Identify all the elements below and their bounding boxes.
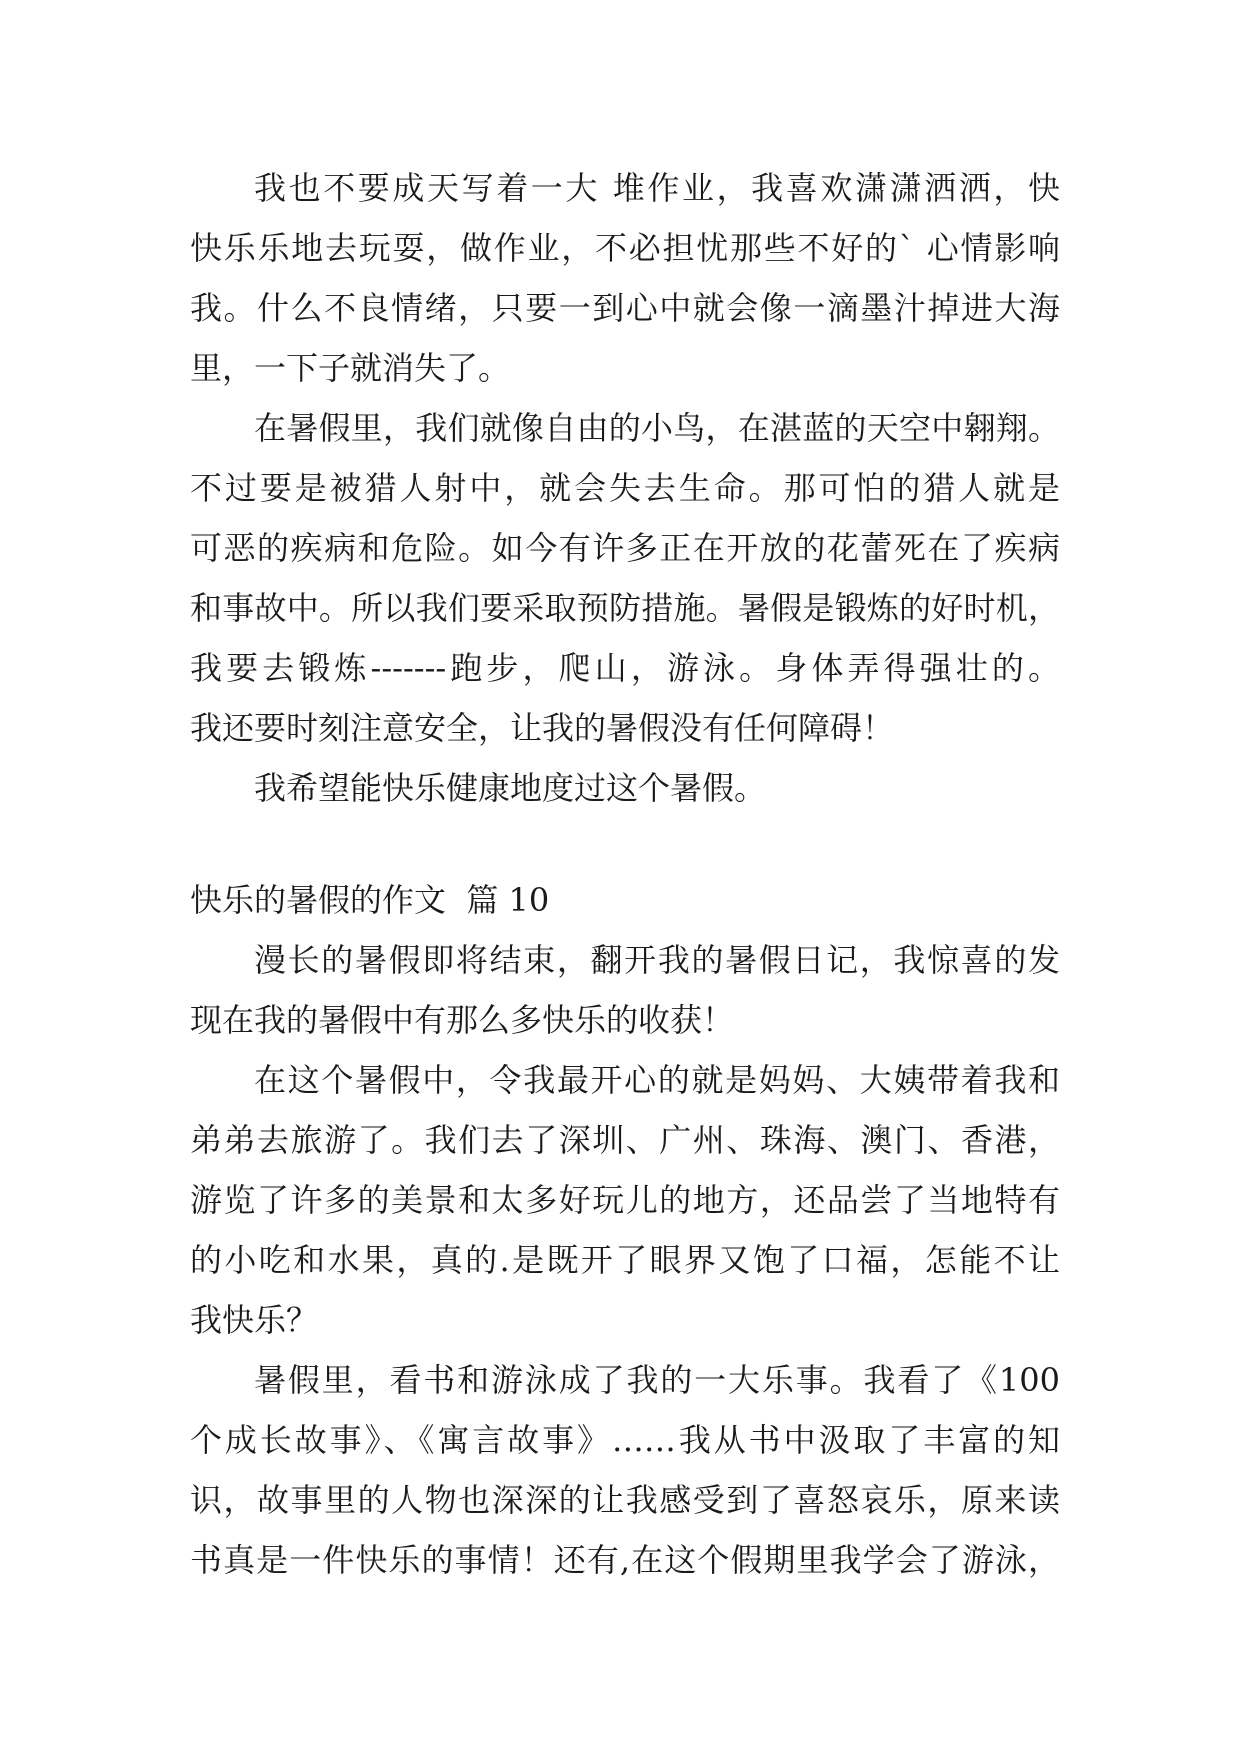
text-line: 我希望能快乐健康地度过这个暑假。 xyxy=(254,769,767,807)
text-line: 的小吃和水果，真的.是既开了眼界又饱了口福，怎能不让 xyxy=(190,1241,1060,1279)
text-line: 弟弟去旅游了。我们去了深圳、广州、珠海、澳门、香港， xyxy=(190,1121,1060,1159)
text-line: 我也不要成天写着一大 堆作业，我喜欢潇潇洒洒，快 xyxy=(254,169,1060,207)
text-line: 在暑假里，我们就像自由的小鸟，在湛蓝的天空中翱翔。 xyxy=(254,409,1060,447)
text-line: 识，故事里的人物也深深的让我感受到了喜怒哀乐，原来读 xyxy=(190,1481,1060,1519)
text-line: 漫长的暑假即将结束，翻开我的暑假日记，我惊喜的发 xyxy=(254,941,1060,979)
paragraph xyxy=(190,1350,1060,1590)
paragraph xyxy=(190,158,1060,398)
text-line: 暑假里，看书和游泳成了我的一大乐事。我看了《100 xyxy=(254,1361,1060,1399)
document-body xyxy=(190,158,1060,1590)
text-line: 里，一下子就消失了。 xyxy=(190,349,511,387)
text-line: 和事故中。所以我们要采取预防措施。暑假是锻炼的好时机， xyxy=(190,589,1060,627)
text-line: 我还要时刻注意安全，让我的暑假没有任何障碍！ xyxy=(190,709,895,747)
text-line: 快乐乐地去玩耍，做作业，不必担忧那些不好的` 心情影响 xyxy=(190,229,1060,267)
text-line: 现在我的暑假中有那么多快乐的收获！ xyxy=(190,1001,735,1039)
text-line: 我要去锻炼-------跑步，爬山，游泳。身体弄得强壮的。 xyxy=(190,649,1060,687)
text-line: 我。什么不良情绪，只要一到心中就会像一滴墨汁掉进大海 xyxy=(190,289,1060,327)
text-line: 个成长故事》、《寓言故事》……我从书中汲取了丰富的知 xyxy=(190,1421,1060,1459)
paragraph xyxy=(190,930,1060,1050)
paragraph xyxy=(190,398,1060,758)
text-line: 书真是一件快乐的事情！还有,在这个假期里我学会了游泳， xyxy=(190,1541,1060,1579)
text-line: 在这个暑假中，令我最开心的就是妈妈、大姨带着我和 xyxy=(254,1061,1060,1099)
text-line: 可恶的疾病和危险。如今有许多正在开放的花蕾死在了疾病 xyxy=(190,529,1060,567)
text-line: 不过要是被猎人射中，就会失去生命。那可怕的猎人就是 xyxy=(190,469,1060,507)
text-line: 我快乐？ xyxy=(190,1301,319,1339)
text-line: 游览了许多的美景和太多好玩儿的地方，还品尝了当地特有 xyxy=(190,1181,1060,1219)
section-heading: 快乐的暑假的作文 篇 10 xyxy=(190,881,550,919)
paragraph xyxy=(190,1050,1060,1350)
paragraph xyxy=(190,758,1060,818)
